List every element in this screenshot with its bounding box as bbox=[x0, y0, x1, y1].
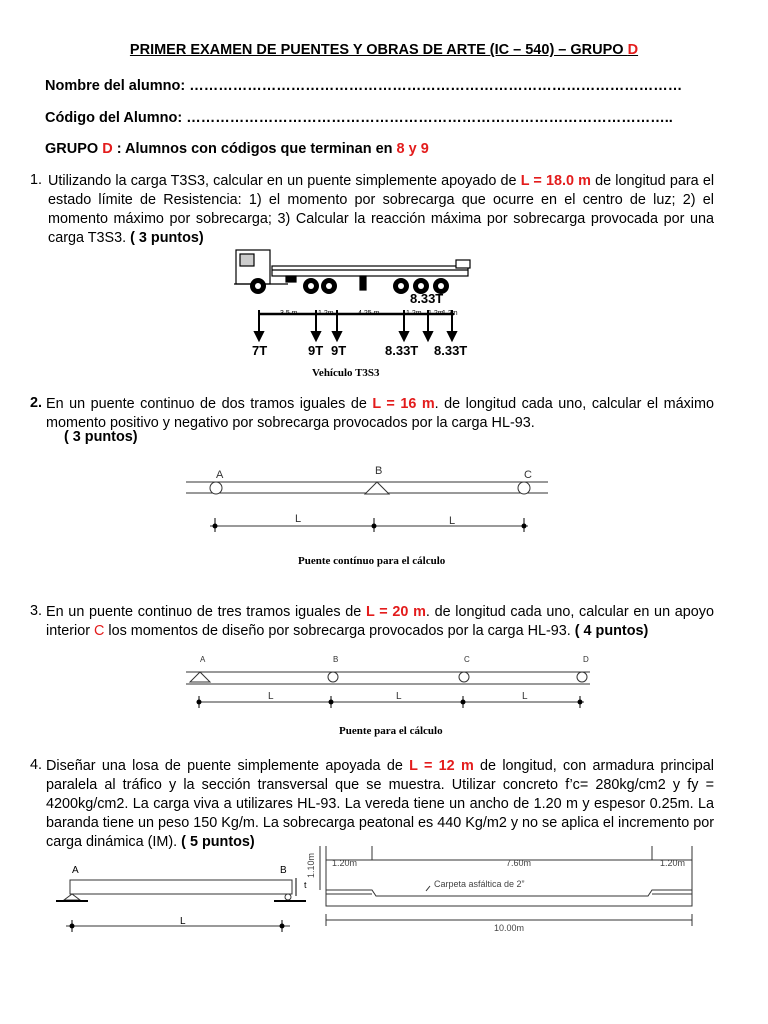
top-load-label: 8.33T bbox=[410, 291, 444, 306]
q1-number: 1. bbox=[30, 172, 43, 188]
support-label-c: C bbox=[524, 469, 532, 481]
span-length-label: L bbox=[522, 691, 528, 702]
asphalt-note: Carpeta asfáltica de 2” bbox=[434, 879, 525, 889]
three-span-bridge-figure bbox=[182, 652, 594, 742]
spacing-label: 1.2m bbox=[442, 310, 458, 317]
roller-support-a bbox=[210, 482, 222, 494]
q2-text: En un puente continuo de dos tramos iguales de L = 16 m. de longitud cada uno, calcular el máximo momento positivo y negativo por sobrecarga provocados por la carga HL-93. bbox=[46, 396, 714, 431]
load-label: 8.33T bbox=[434, 343, 468, 358]
spacing-label: 1.2m bbox=[406, 310, 422, 317]
q2-points: ( 3 puntos) bbox=[64, 429, 138, 445]
sidewalk-width-left: 1.20m bbox=[332, 858, 358, 868]
pin-support-a bbox=[64, 894, 80, 900]
slab-span-figure bbox=[54, 856, 316, 942]
support-label-c: C bbox=[464, 655, 470, 664]
span-length-label: L bbox=[396, 691, 402, 702]
support-label-d: D bbox=[583, 655, 589, 664]
figure-caption: Vehículo T3S3 bbox=[312, 367, 380, 379]
group-line: GRUPO D : Alumnos con códigos que terminan en 8 y 9 bbox=[45, 141, 429, 157]
height-label: 1.10m bbox=[306, 852, 316, 878]
roller-support-c bbox=[518, 482, 530, 494]
support-label-a: A bbox=[72, 865, 79, 876]
q2-number: 2. bbox=[30, 395, 43, 411]
q3-text: En un puente continuo de tres tramos iguales de L = 20 m. de longitud cada uno, calcular en un apoyo interior C los momentos de diseño por sobrecarga provocados por la carga HL-93. ( 4 puntos) bbox=[46, 604, 714, 639]
exam-title: PRIMER EXAMEN DE PUENTES Y OBRAS DE ARTE (IC – 540) – GRUPO D bbox=[129, 42, 639, 58]
total-width-label: 10.00m bbox=[494, 923, 525, 933]
student-name-line: Nombre del alumno: ………………………………………………………………………………………… bbox=[45, 78, 683, 94]
two-span-bridge-figure bbox=[182, 460, 552, 572]
figure-caption: Puente contínuo para el cálculo bbox=[298, 555, 446, 567]
load-label: 9T bbox=[308, 343, 324, 358]
span-length-label: L bbox=[449, 515, 456, 527]
spacing-label: 4.25 m bbox=[358, 310, 380, 317]
support-label-b: B bbox=[280, 865, 287, 876]
pin-support-b bbox=[365, 482, 389, 494]
support-label-a: A bbox=[200, 655, 206, 664]
q1-text: Utilizando la carga T3S3, calcular en un puente simplemente apoyado de L = 18.0 m de longitud para el estado límite de Resistencia: 1) el momento por sobrecarga que ocurre en el centro de luz; 2) el momento máximo por sobrecarga; 3) Calcular la reacción máxima por sobrecarga provocada por una carga T3S3. ( 3 puntos) bbox=[48, 173, 715, 246]
pin-support-a bbox=[190, 672, 210, 682]
span-length-label: L bbox=[295, 513, 302, 525]
spacing-label: 1.2m bbox=[428, 310, 444, 317]
support-label-b: B bbox=[375, 465, 383, 477]
support-label-a: A bbox=[216, 469, 224, 481]
cross-section-figure bbox=[306, 844, 706, 940]
span-length-label: L bbox=[180, 916, 186, 927]
roadway-width: 7.60m bbox=[506, 858, 532, 868]
roller-support-b bbox=[285, 894, 291, 900]
load-label: 7T bbox=[252, 343, 268, 358]
load-label: 9T bbox=[331, 343, 347, 358]
q4-number: 4. bbox=[30, 757, 43, 773]
thickness-label: t bbox=[304, 880, 307, 890]
student-code-line: Código del Alumno: ……………………………………………………………………………………….. bbox=[45, 110, 673, 126]
load-label: 8.33T bbox=[385, 343, 419, 358]
support-label-b: B bbox=[333, 655, 339, 664]
t3s3-vehicle-figure bbox=[228, 240, 480, 388]
figure-caption: Puente para el cálculo bbox=[339, 725, 443, 737]
spacing-label: 1.2m bbox=[318, 310, 334, 317]
spacing-label: 3.5 m bbox=[280, 310, 298, 317]
roller-support-d bbox=[577, 672, 587, 682]
q4-text: Diseñar una losa de puente simplemente apoyada de L = 12 m de longitud, con armadura principal paralela al tráfico y la sección transversal que se muestra. Utilizar concreto f’c= 280kg/cm2 y fy = 4200kg/cm2. La carga viva a utilizares HL-93. La vereda tiene un ancho de 1.20 m y espesor 0.25m. La baranda tiene un peso 150 Kg/m. La sobrecarga peatonal es 440 Kg/m2 y no se aplica el incremento por carga dinámica (IM). ( 5 puntos) bbox=[46, 758, 714, 850]
span-length-label: L bbox=[268, 691, 274, 702]
sidewalk-width-right: 1.20m bbox=[660, 858, 686, 868]
roller-support-c bbox=[459, 672, 469, 682]
q3-number: 3. bbox=[30, 603, 43, 619]
roller-support-b bbox=[328, 672, 338, 682]
